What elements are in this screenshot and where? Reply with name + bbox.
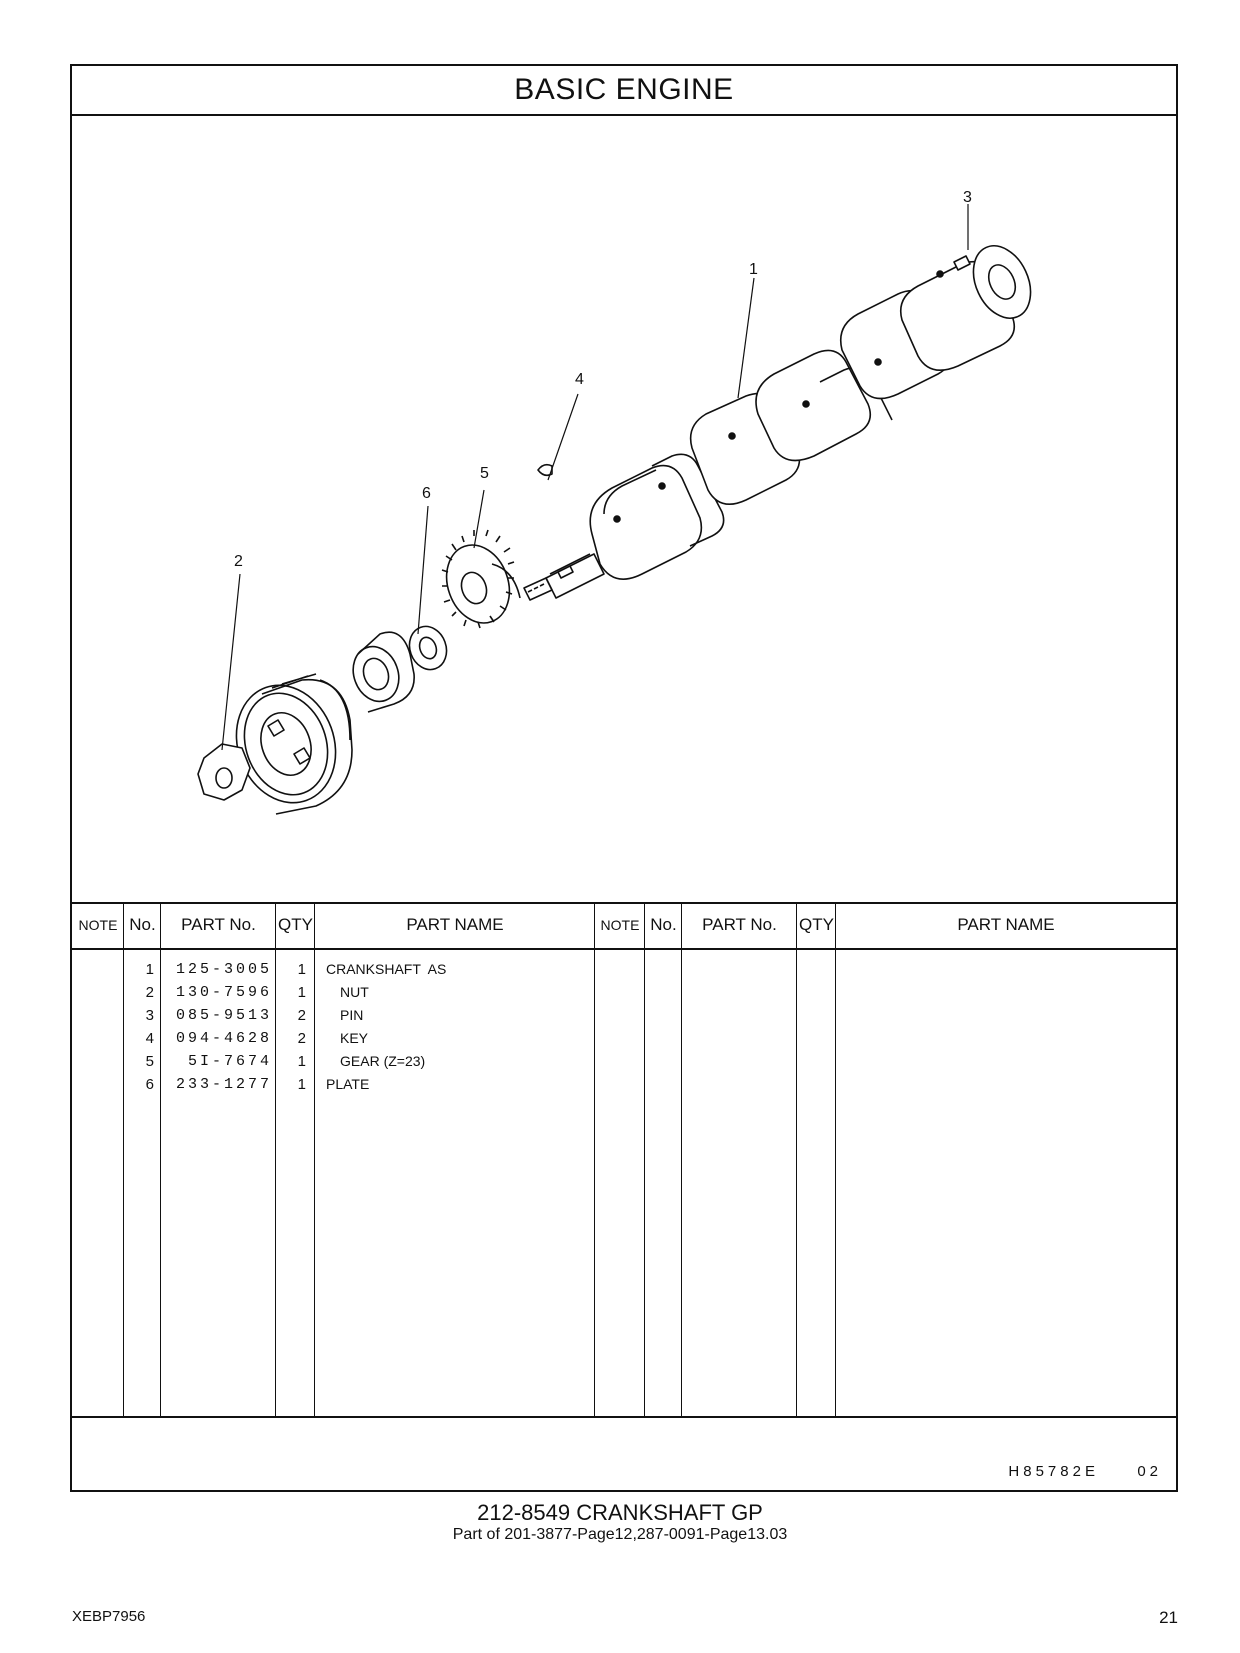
parts-page-frame [70, 64, 1178, 1492]
row-part-no: 130-7596 [175, 984, 272, 1001]
document-id: XEBP7956 [72, 1608, 146, 1625]
reference-rev: 02 [1137, 1463, 1162, 1480]
header-qty-right: QTY [799, 915, 834, 934]
table-row [72, 1004, 1176, 1027]
crankshaft-exploded-drawing [72, 114, 1176, 900]
callout-3: 3 [963, 189, 972, 206]
row-part-name: PLATE [326, 1076, 370, 1092]
nut-drawing [198, 744, 250, 800]
row-no: 4 [145, 1030, 154, 1047]
table-row [72, 1050, 1176, 1073]
header-no: No. [129, 915, 156, 934]
row-part-name: KEY [340, 1030, 369, 1046]
callout-6: 6 [422, 485, 431, 502]
row-qty: 1 [297, 961, 306, 978]
parts-table [72, 902, 1176, 1416]
row-no: 3 [145, 1007, 154, 1024]
table-row [72, 981, 1176, 1004]
row-qty: 2 [297, 1030, 306, 1047]
row-qty: 2 [297, 1007, 306, 1024]
group-caption-sub: Part of 201-3877-Page12,287-0091-Page13.03 [452, 1526, 788, 1543]
table-row [72, 958, 1176, 981]
row-no: 2 [145, 984, 154, 1001]
group-caption: 212-8549 CRANKSHAFT GP [477, 1500, 763, 1525]
row-part-no: 125-3005 [175, 961, 272, 978]
table-row [72, 1073, 1176, 1096]
callout-5: 5 [480, 465, 489, 482]
row-no: 1 [145, 961, 154, 978]
header-qty: QTY [278, 915, 313, 934]
row-no: 5 [145, 1053, 154, 1070]
reference-box [72, 1416, 1176, 1490]
row-part-no: 085-9513 [175, 1007, 272, 1024]
row-part-name: GEAR (Z=23) [340, 1053, 426, 1069]
header-part-name: PART NAME [406, 915, 504, 934]
sleeve-drawing [346, 632, 414, 712]
row-part-no: 233-1277 [175, 1076, 272, 1093]
crankshaft-drawing [524, 237, 1042, 600]
header-note-right: NOTE [600, 917, 640, 933]
header-part-no-right: PART No. [702, 915, 777, 934]
exploded-view-illustration [72, 114, 1176, 904]
row-part-name: CRANKSHAFT AS [326, 961, 447, 977]
gear-drawing [436, 530, 520, 632]
header-part-no: PART No. [181, 915, 256, 934]
row-qty: 1 [297, 1053, 306, 1070]
header-note: NOTE [78, 917, 118, 933]
row-qty: 1 [297, 1076, 306, 1093]
table-row [72, 1027, 1176, 1050]
header-part-name-right: PART NAME [957, 915, 1055, 934]
row-qty: 1 [297, 984, 306, 1001]
row-no: 6 [145, 1076, 154, 1093]
row-part-no: 5I-7674 [187, 1053, 272, 1070]
callout-4: 4 [575, 371, 584, 388]
callout-1: 1 [749, 261, 758, 278]
plate-drawing [404, 621, 453, 675]
header-no-right: No. [650, 915, 677, 934]
page-number: 21 [1159, 1608, 1178, 1627]
reference-code: H85782E [1008, 1463, 1099, 1480]
pulley-drawing [220, 671, 352, 817]
row-part-no: 094-4628 [175, 1030, 272, 1047]
row-part-name: NUT [340, 984, 369, 1000]
drawing-reference [1008, 1463, 1162, 1480]
callout-2: 2 [234, 553, 243, 570]
row-part-name: PIN [340, 1007, 364, 1023]
table-header [72, 902, 1176, 950]
page-title: BASIC ENGINE [72, 66, 1176, 116]
